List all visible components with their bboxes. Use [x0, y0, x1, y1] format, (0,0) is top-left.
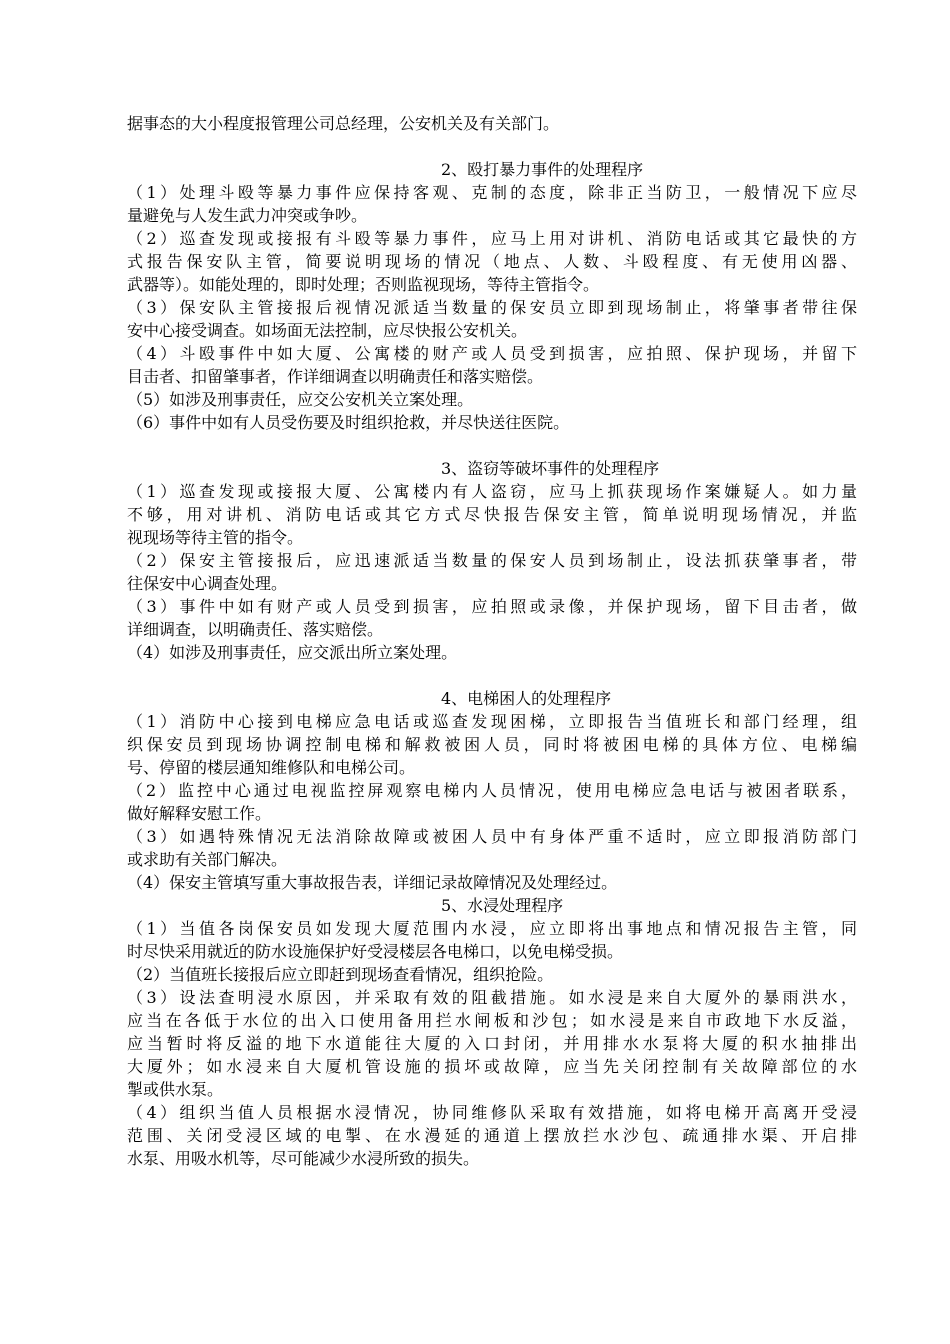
text-line: 详细调查，以明确责任、落实赔偿。	[127, 620, 384, 639]
intro-line: 据事态的大小程度报管理公司总经理，公安机关及有关部门。	[127, 114, 560, 133]
text-line: （1）处理斗殴等暴力事件应保持客观、克制的态度，除非正当防卫，一般情况下应尽	[127, 183, 857, 202]
text-line: （1）消防中心接到电梯应急电话或巡查发现困梯，立即报告当值班长和部门经理，组	[127, 712, 857, 731]
text-line: （2）巡查发现或接报有斗殴等暴力事件，应马上用对讲机、消防电话或其它最快的方	[127, 229, 857, 248]
section-heading: 2、殴打暴力事件的处理程序	[441, 160, 644, 179]
text-line: 往保安中心调查处理。	[127, 574, 288, 593]
text-line: 视现场等待主管的指令。	[127, 528, 304, 547]
text-line: 水泵、用吸水机等，尽可能减少水浸所致的损失。	[127, 1149, 480, 1168]
section-heading: 5、水浸处理程序	[441, 896, 564, 915]
text-line: 式报告保安队主管，简要说明现场的情况（地点、人数、斗殴程度、有无使用凶器、	[127, 252, 857, 271]
text-line: （3）事件中如有财产或人员受到损害，应拍照或录像，并保护现场，留下目击者，做	[127, 597, 857, 616]
document-page	[127, 112, 857, 1170]
section-heading: 3、盗窃等破坏事件的处理程序	[441, 459, 660, 478]
text-line: 安中心接受调查。如场面无法控制，应尽快报公安机关。	[127, 321, 528, 340]
text-line: 武器等）。如能处理的，即时处理；否则监视现场，等待主管指令。	[127, 275, 600, 294]
text-line: （4）保安主管填写重大事故报告表，详细记录故障情况及处理经过。	[127, 873, 618, 892]
text-line: （1）当值各岗保安员如发现大厦范围内水浸，应立即将出事地点和情况报告主管，同	[127, 919, 857, 938]
text-line: 不够，用对讲机、消防电话或其它方式尽快报告保安主管，简单说明现场情况，并监	[127, 505, 857, 524]
text-line: （5）如涉及刑事责任，应交公安机关立案处理。	[127, 390, 474, 409]
text-line: 目击者、扣留肇事者，作详细调查以明确责任和落实赔偿。	[127, 367, 544, 386]
text-line: （3）如遇特殊情况无法消除故障或被困人员中有身体严重不适时，应立即报消防部门	[127, 827, 857, 846]
text-line: 大厦外；如水浸来自大厦机管设施的损坏或故障，应当先关闭控制有关故障部位的水	[127, 1057, 857, 1076]
section-heading: 4、电梯困人的处理程序	[441, 689, 612, 708]
text-line: （1）巡查发现或接报大厦、公寓楼内有人盗窃，应马上抓获现场作案嫌疑人。如力量	[127, 482, 857, 501]
text-line: 应当在各低于水位的出入口使用备用拦水闸板和沙包；如水浸是来自市政地下水反溢，	[127, 1011, 857, 1030]
text-line: 做好解释安慰工作。	[127, 804, 272, 823]
section-gap	[127, 664, 857, 687]
text-line: 掣或供水泵。	[127, 1080, 224, 1099]
text-line: 号、停留的楼层通知维修队和电梯公司。	[127, 758, 416, 777]
text-line: 范围、关闭受浸区域的电掣、在水漫延的通道上摆放拦水沙包、疏通排水渠、开启排	[127, 1126, 857, 1145]
section-gap	[127, 434, 857, 457]
text-line: （3）设法查明浸水原因，并采取有效的阻截措施。如水浸是来自大厦外的暴雨洪水，	[127, 988, 857, 1007]
text-line: （2）监控中心通过电视监控屏观察电梯内人员情况，使用电梯应急电话与被困者联系，	[127, 781, 857, 800]
text-line: （3）保安队主管接报后视情况派适当数量的保安员立即到现场制止，将肇事者带往保	[127, 298, 857, 317]
text-line: （6）事件中如有人员受伤要及时组织抢救，并尽快送往医院。	[127, 413, 570, 432]
text-line: 量避免与人发生武力冲突或争吵。	[127, 206, 368, 225]
text-line: （2）保安主管接报后，应迅速派适当数量的保安人员到场制止，设法抓获肇事者，带	[127, 551, 857, 570]
section-gap	[127, 135, 857, 158]
text-line: （4）组织当值人员根据水浸情况，协同维修队采取有效措施，如将电梯开高离开受浸	[127, 1103, 857, 1122]
text-line: （4）如涉及刑事责任，应交派出所立案处理。	[127, 643, 458, 662]
text-line: （4）斗殴事件中如大厦、公寓楼的财产或人员受到损害，应拍照、保护现场，并留下	[127, 344, 857, 363]
text-line: 或求助有关部门解决。	[127, 850, 288, 869]
text-line: （2）当值班长接报后应立即赶到现场查看情况，组织抢险。	[127, 965, 554, 984]
text-line: 时尽快采用就近的防水设施保护好受浸楼层各电梯口，以免电梯受损。	[127, 942, 624, 961]
text-line: 应当暂时将反溢的地下水道能往大厦的入口封闭，并用排水水泵将大厦的积水抽排出	[127, 1034, 857, 1053]
text-line: 织保安员到现场协调控制电梯和解救被困人员，同时将被困电梯的具体方位、电梯编	[127, 735, 857, 754]
